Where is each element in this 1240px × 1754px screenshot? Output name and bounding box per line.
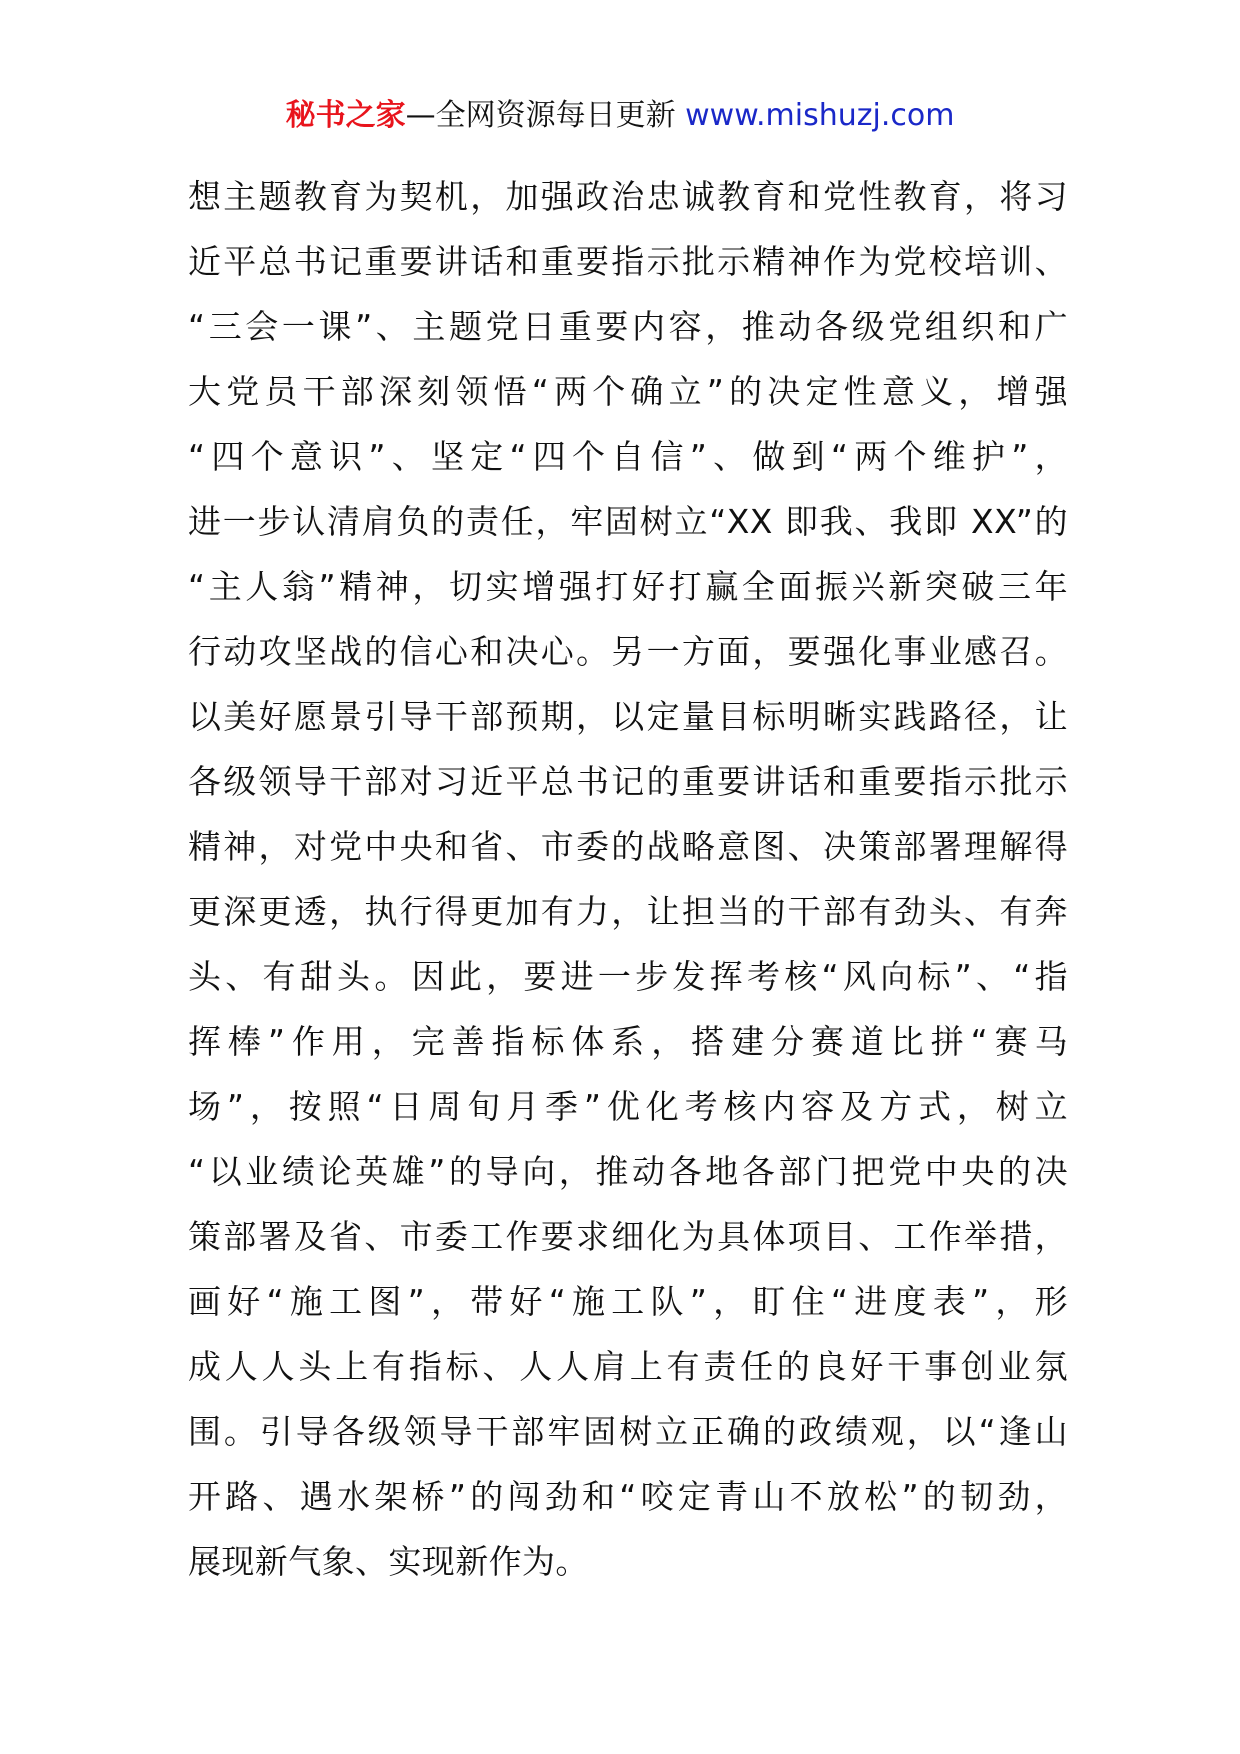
brand-name: 秘书之家 [285, 98, 406, 133]
body-line: 精神，对党中央和省、市委的战略意图、决策部署理解得 [188, 827, 1068, 866]
body-line-last: 展现新气象、实现新作为。 [188, 1542, 589, 1581]
body-line: 策部署及省、市委工作要求细化为具体项目、工作举措， [188, 1217, 1068, 1256]
body-line: 成人人头上有指标、人人肩上有责任的良好干事创业氛 [188, 1347, 1068, 1386]
page-header [0, 96, 1240, 136]
body-line: 以美好愿景引导干部预期，以定量目标明晰实践路径，让 [188, 697, 1068, 736]
body-line: 想主题教育为契机，加强政治忠诚教育和党性教育，将习 [188, 177, 1068, 216]
header-tagline: —全网资源每日更新 [405, 98, 676, 133]
body-line: 更深更透，执行得更加有力，让担当的干部有劲头、有奔 [188, 892, 1068, 931]
body-line: 画好“施工图”，带好“施工队”，盯住“进度表”，形 [188, 1282, 1068, 1321]
body-line: “主人翁”精神，切实增强打好打赢全面振兴新突破三年 [188, 567, 1068, 606]
body-line: 围。引导各级领导干部牢固树立正确的政绩观，以“逢山 [188, 1412, 1068, 1451]
body-line: 行动攻坚战的信心和决心。另一方面，要强化事业感召。 [188, 632, 1068, 671]
body-line: 各级领导干部对习近平总书记的重要讲话和重要指示批示 [188, 762, 1068, 801]
body-line: 场”，按照“日周旬月季”优化考核内容及方式，树立 [188, 1087, 1068, 1126]
body-line: 近平总书记重要讲话和重要指示批示精神作为党校培训、 [188, 242, 1068, 281]
body-line: “以业绩论英雄”的导向，推动各地各部门把党中央的决 [188, 1152, 1068, 1191]
body-line: 大党员干部深刻领悟“两个确立”的决定性意义，增强 [188, 372, 1068, 411]
document-body [188, 164, 1068, 1594]
body-line: 头、有甜头。因此，要进一步发挥考核“风向标”、“指 [188, 957, 1068, 996]
body-line: 开路、遇水架桥”的闯劲和“咬定青山不放松”的韧劲， [188, 1477, 1068, 1516]
body-line: “四个意识”、坚定“四个自信”、做到“两个维护”， [188, 437, 1068, 476]
website-url[interactable]: www.mishuzj.com [685, 98, 955, 133]
body-line: 进一步认清肩负的责任，牢固树立“XX 即我、我即 XX”的 [188, 502, 1068, 541]
body-line: 挥棒”作用，完善指标体系，搭建分赛道比拼“赛马 [188, 1022, 1068, 1061]
body-line: “三会一课”、主题党日重要内容，推动各级党组织和广 [188, 307, 1068, 346]
